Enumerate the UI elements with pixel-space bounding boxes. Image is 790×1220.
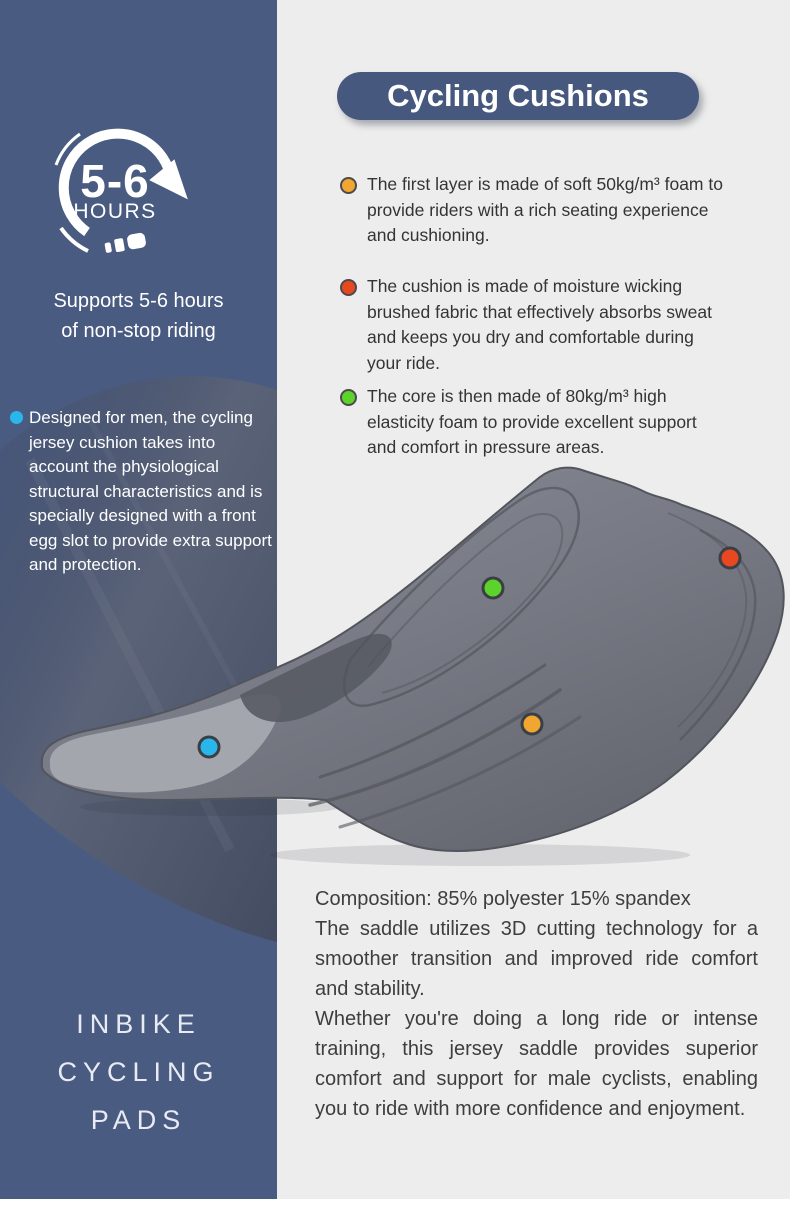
- hours-caption: [0, 286, 277, 346]
- benefit-line: Whether you're doing a long ride or intense training, this jersey saddle provides superior comfort and support for male cyclists, enabling you to ride with more confidence and enjoyment.: [315, 1008, 758, 1120]
- cycling-pad-photo: [0, 455, 790, 875]
- red-marker: [719, 547, 742, 570]
- feature-text: The cushion is made of moisture wicking brushed fabric that effectively absorbs sweat and keeps you dry and comfortable during your ride.: [367, 276, 713, 373]
- orange-bullet-icon: [340, 177, 357, 194]
- product-description: [315, 884, 758, 1124]
- green-bullet-icon: [340, 389, 357, 406]
- brand-line-pads: PADS: [90, 1105, 187, 1135]
- brand-wordmark: [0, 1000, 277, 1144]
- feature-item-foam-layer: [340, 172, 725, 249]
- hours-caption-line2: of non-stop riding: [61, 320, 216, 342]
- page-title: Cycling Cushions: [337, 72, 699, 120]
- saddle-tech-line: The saddle utilizes 3D cutting technology for a smoother transition and improved ride comfort and stability.: [315, 918, 758, 1000]
- hours-badge-value: 5-6: [80, 155, 150, 207]
- hours-caption-line1: Supports 5-6 hours: [53, 290, 224, 312]
- orange-marker: [521, 713, 544, 736]
- feature-text: The first layer is made of soft 50kg/m³ foam to provide riders with a rich seating experience and cushioning.: [367, 174, 723, 245]
- pad-body: [42, 468, 784, 851]
- design-note-text: Designed for men, the cycling jersey cushion takes into account the physiological structural characteristics and is specially designed with a front egg slot to provide extra support and protection.: [29, 408, 272, 574]
- blue-bullet-icon: [10, 411, 23, 424]
- brand-line-cycling: CYCLING: [57, 1057, 220, 1087]
- green-marker: [482, 577, 505, 600]
- battery-dashes-icon: [104, 232, 147, 254]
- blue-marker: [198, 736, 221, 759]
- feature-item-fabric: [340, 274, 725, 376]
- feature-item-core: [340, 384, 725, 461]
- brand-line-inbike: INBIKE: [76, 1009, 201, 1039]
- composition-line: Composition: 85% polyester 15% spandex: [315, 888, 691, 910]
- hours-badge-unit: HOURS: [73, 200, 157, 223]
- red-bullet-icon: [340, 279, 357, 296]
- feature-text: The core is then made of 80kg/m³ high elasticity foam to provide excellent support and comfort in pressure areas.: [367, 386, 697, 457]
